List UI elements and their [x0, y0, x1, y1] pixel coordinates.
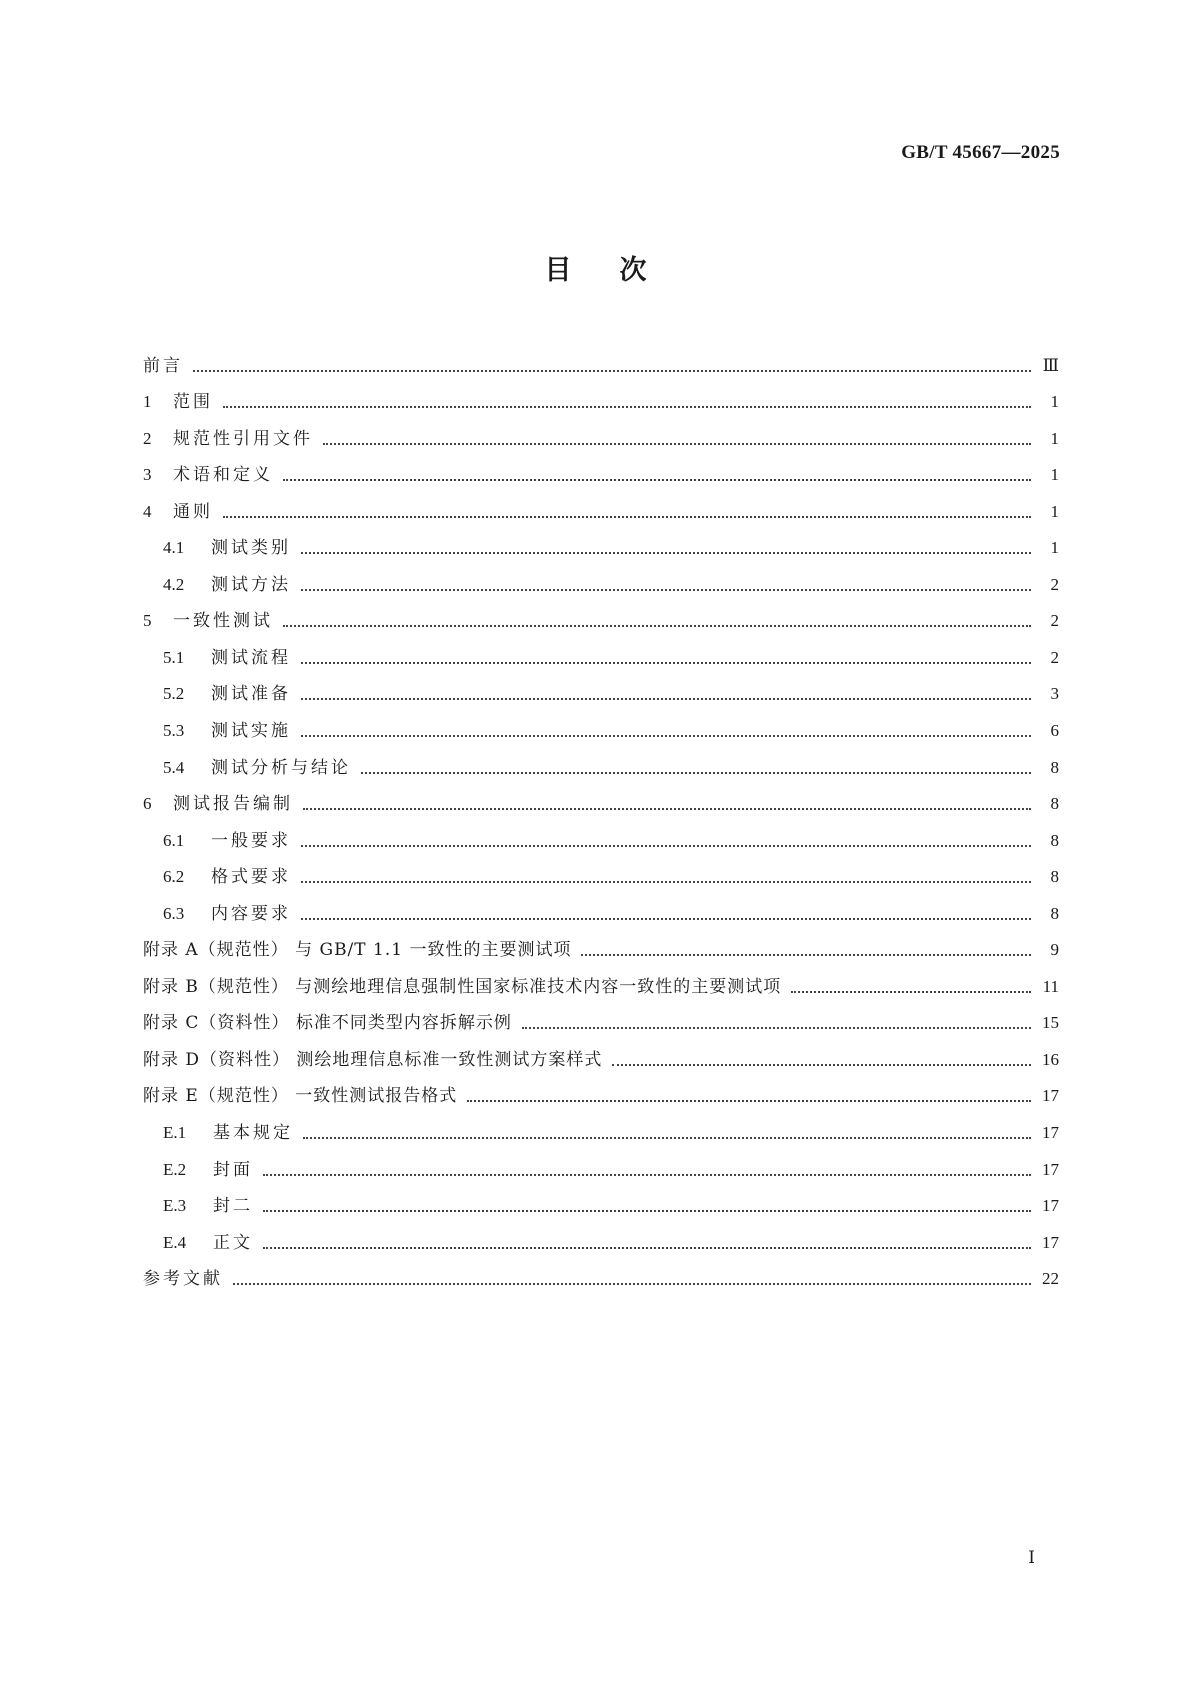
toc-entry-title: 测试分析与结论: [211, 757, 351, 778]
toc-entry-label: [163, 866, 291, 888]
toc-entry[interactable]: [143, 413, 1059, 450]
toc-entry-label: [143, 976, 781, 998]
toc-entry[interactable]: [143, 340, 1059, 377]
toc-entry-page: 8: [1050, 830, 1059, 850]
toc-entry-label: [163, 537, 291, 559]
toc-entry-label: [163, 830, 291, 852]
toc-entry-title: 测试准备: [211, 684, 291, 705]
toc-entry[interactable]: [143, 1144, 1059, 1181]
toc-entry-page: 2: [1050, 647, 1059, 667]
toc-entry-title: 附录 B（规范性） 与测绘地理信息强制性国家标准技术内容一致性的主要测试项: [143, 976, 782, 997]
toc-dot-leader: [283, 479, 1031, 481]
toc-entry-title: 测试类别: [211, 538, 291, 559]
toc-entry-title: 规范性引用文件: [173, 428, 313, 449]
toc-entry-page: 8: [1050, 867, 1059, 887]
toc-entry-label: [143, 1085, 457, 1107]
toc-entry[interactable]: [143, 998, 1059, 1035]
toc-dot-leader: [791, 991, 1031, 993]
toc-entry[interactable]: [143, 377, 1059, 414]
toc-entry-page: Ⅲ: [1042, 355, 1059, 375]
toc-entry-title: 参考文献: [143, 1269, 223, 1290]
toc-entry-number: 2: [143, 428, 152, 448]
toc-entry-title: 附录 A（规范性） 与 GB/T 1.1 一致性的主要测试项: [143, 940, 572, 961]
toc-entry-number: 6.1: [163, 830, 185, 850]
toc-entry-page: 16: [1042, 1049, 1059, 1069]
toc-entry-page: 8: [1050, 903, 1059, 923]
toc-entry-number: 6: [143, 794, 152, 814]
toc-entry[interactable]: [143, 450, 1059, 487]
table-of-contents: [143, 340, 1059, 1290]
toc-entry-page: 11: [1042, 976, 1059, 996]
toc-entry-label: [163, 757, 351, 779]
toc-dot-leader: [223, 516, 1031, 518]
toc-dot-leader: [301, 845, 1031, 847]
toc-entry-label: [163, 1122, 293, 1144]
toc-entry-page: 1: [1050, 465, 1059, 485]
toc-dot-leader: [361, 772, 1031, 774]
toc-dot-leader: [612, 1064, 1031, 1066]
toc-entry-number: E.3: [163, 1196, 187, 1216]
toc-entry-number: 4.2: [163, 574, 185, 594]
toc-entry-title: 测试方法: [211, 574, 291, 595]
toc-entry-page: 3: [1050, 684, 1059, 704]
toc-entry-title: 附录 C（资料性） 标准不同类型内容拆解示例: [143, 1013, 512, 1034]
toc-entry-title: 格式要求: [211, 867, 291, 888]
toc-dot-leader: [223, 406, 1031, 408]
toc-entry-number: 6.3: [163, 903, 185, 923]
toc-entry-page: 9: [1050, 940, 1059, 960]
toc-entry[interactable]: [143, 486, 1059, 523]
toc-entry-page: 8: [1050, 757, 1059, 777]
toc-dot-leader: [301, 662, 1031, 664]
toc-dot-leader: [263, 1247, 1031, 1249]
toc-entry-number: 4: [143, 501, 152, 521]
toc-entry[interactable]: [143, 1071, 1059, 1108]
toc-entry[interactable]: [143, 742, 1059, 779]
toc-entry-number: 5.3: [163, 721, 185, 741]
toc-dot-leader: [301, 698, 1031, 700]
toc-entry-page: 22: [1042, 1269, 1059, 1289]
toc-entry-label: [143, 1049, 602, 1071]
toc-entry[interactable]: [143, 559, 1059, 596]
toc-entry-label: [143, 464, 273, 486]
toc-entry-title: 封面: [213, 1159, 253, 1180]
toc-entry[interactable]: [143, 779, 1059, 816]
toc-entry-page: 17: [1042, 1159, 1059, 1179]
toc-entry[interactable]: [143, 632, 1059, 669]
toc-entry-page: 1: [1050, 501, 1059, 521]
toc-entry-number: 4.1: [163, 538, 185, 558]
toc-entry-title: 术语和定义: [173, 465, 273, 486]
toc-entry-label: [163, 1159, 253, 1181]
toc-dot-leader: [301, 735, 1031, 737]
toc-dot-leader: [301, 881, 1031, 883]
toc-entry-page: 15: [1042, 1013, 1059, 1033]
toc-dot-leader: [467, 1100, 1031, 1102]
toc-entry-label: [163, 574, 291, 596]
toc-entry-label: [143, 355, 183, 377]
toc-dot-leader: [323, 443, 1031, 445]
toc-entry-page: 17: [1042, 1086, 1059, 1106]
toc-entry-label: [143, 391, 213, 413]
toc-entry-label: [163, 683, 291, 705]
toc-entry-label: [143, 1268, 223, 1290]
toc-dot-leader: [301, 552, 1031, 554]
toc-entry-title: 通则: [173, 501, 213, 522]
standard-code: GB/T 45667—2025: [901, 142, 1060, 163]
toc-dot-leader: [193, 370, 1031, 372]
toc-entry-label: [143, 428, 313, 450]
toc-entry[interactable]: [143, 1107, 1059, 1144]
toc-entry-page: 1: [1050, 392, 1059, 412]
footer-page-number: Ⅰ: [1028, 1548, 1035, 1567]
toc-dot-leader: [581, 954, 1031, 956]
toc-entry-page: 17: [1042, 1196, 1059, 1216]
toc-entry-title: 前言: [143, 355, 183, 376]
toc-entry-title: 测试实施: [211, 721, 291, 742]
toc-entry-number: 5.4: [163, 757, 185, 777]
toc-entry[interactable]: [143, 705, 1059, 742]
toc-entry-title: 一致性测试: [173, 611, 273, 632]
toc-entry-title: 测试流程: [211, 647, 291, 668]
toc-entry-number: E.1: [163, 1123, 187, 1143]
toc-entry-title: 封二: [213, 1196, 253, 1217]
toc-entry-label: [143, 501, 213, 523]
toc-entry-number: 3: [143, 465, 152, 485]
toc-entry-number: 5.2: [163, 684, 185, 704]
toc-entry-page: 2: [1050, 611, 1059, 631]
toc-entry-number: 5.1: [163, 647, 185, 667]
toc-entry[interactable]: [143, 1034, 1059, 1071]
toc-entry[interactable]: [143, 888, 1059, 925]
toc-entry-page: 8: [1050, 794, 1059, 814]
toc-entry-page: 1: [1050, 428, 1059, 448]
toc-entry[interactable]: [143, 669, 1059, 706]
toc-entry-number: E.2: [163, 1159, 187, 1179]
toc-dot-leader: [301, 918, 1031, 920]
toc-entry-title: 一般要求: [211, 830, 291, 851]
toc-dot-leader: [283, 625, 1031, 627]
toc-entry-page: 17: [1042, 1232, 1059, 1252]
toc-entry-label: [143, 939, 571, 961]
page-title: 目次: [544, 255, 695, 286]
toc-entry-label: [163, 647, 291, 669]
toc-entry-number: 5: [143, 611, 152, 631]
toc-dot-leader: [522, 1027, 1031, 1029]
toc-entry-title: 正文: [213, 1232, 253, 1253]
toc-entry[interactable]: [143, 523, 1059, 560]
toc-entry-title: 附录 D（资料性） 测绘地理信息标准一致性测试方案样式: [143, 1049, 603, 1070]
toc-entry-number: 1: [143, 392, 152, 412]
toc-entry[interactable]: [143, 1254, 1059, 1291]
toc-entry[interactable]: [143, 596, 1059, 633]
toc-entry[interactable]: [143, 852, 1059, 889]
toc-dot-leader: [263, 1174, 1031, 1176]
toc-entry-label: [163, 1232, 253, 1254]
toc-entry-page: 17: [1042, 1123, 1059, 1143]
toc-entry-label: [163, 720, 291, 742]
toc-entry-label: [163, 903, 291, 925]
toc-dot-leader: [303, 1137, 1031, 1139]
toc-entry[interactable]: [143, 925, 1059, 962]
toc-dot-leader: [233, 1283, 1031, 1285]
toc-entry-page: 1: [1050, 538, 1059, 558]
toc-dot-leader: [263, 1210, 1031, 1212]
toc-entry-page: 6: [1050, 721, 1059, 741]
toc-entry-label: [143, 793, 293, 815]
toc-entry-title: 基本规定: [213, 1123, 293, 1144]
toc-entry-title: 附录 E（规范性） 一致性测试报告格式: [143, 1086, 458, 1107]
toc-entry-title: 测试报告编制: [173, 794, 293, 815]
toc-entry-label: [143, 610, 273, 632]
toc-entry[interactable]: [143, 1181, 1059, 1218]
toc-entry[interactable]: [143, 815, 1059, 852]
toc-entry-number: 6.2: [163, 867, 185, 887]
toc-entry-title: 内容要求: [211, 903, 291, 924]
toc-dot-leader: [301, 589, 1031, 591]
toc-entry-page: 2: [1050, 574, 1059, 594]
toc-entry-title: 范围: [173, 392, 213, 413]
toc-entry-label: [163, 1195, 253, 1217]
toc-dot-leader: [303, 808, 1031, 810]
toc-entry-label: [143, 1012, 512, 1034]
toc-entry[interactable]: [143, 961, 1059, 998]
toc-entry-number: E.4: [163, 1232, 187, 1252]
toc-entry[interactable]: [143, 1217, 1059, 1254]
